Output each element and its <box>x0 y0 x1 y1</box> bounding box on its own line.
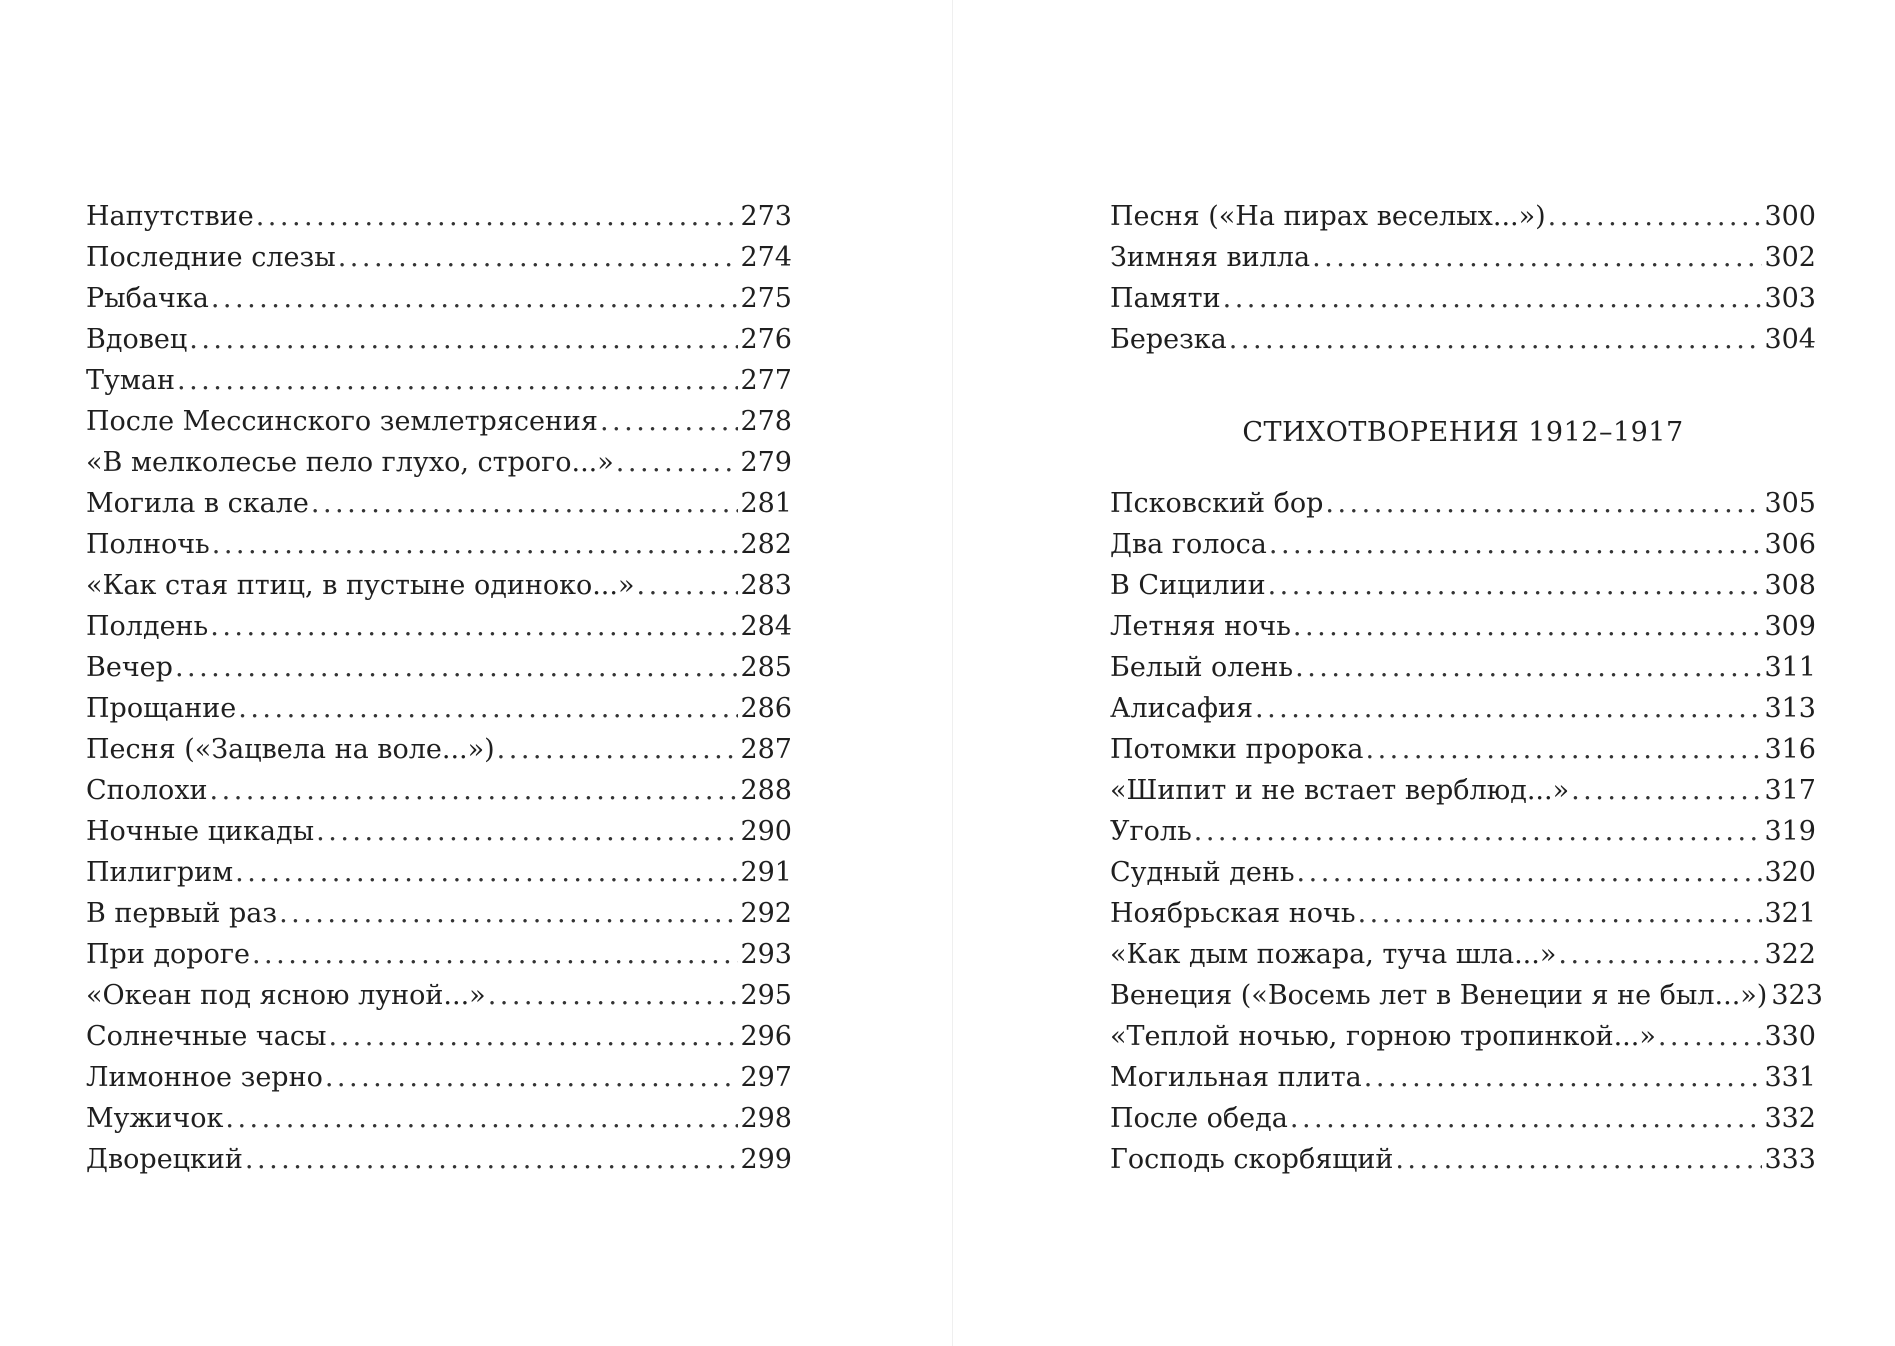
dot-leader <box>616 442 739 483</box>
left-page <box>86 0 792 1346</box>
entry-page-number: 284 <box>740 611 792 642</box>
entry-title: Лимонное зерно <box>86 1062 323 1093</box>
entry-title: Мужичок <box>86 1103 224 1134</box>
toc-entry <box>86 811 792 852</box>
entry-page-number: 282 <box>740 529 792 560</box>
entry-title: Прощание <box>86 693 237 724</box>
entry-page-number: 306 <box>1764 529 1816 560</box>
entry-page-number: 278 <box>740 406 792 437</box>
entry-page-number: 279 <box>740 447 792 478</box>
section-title: СТИХОТВОРЕНИЯ 1912–1917 <box>1242 417 1684 448</box>
entry-title: Вечер <box>86 652 173 683</box>
entry-title: Березка <box>1110 324 1227 355</box>
entry-page-number: 331 <box>1764 1062 1816 1093</box>
toc-entry <box>1110 278 1816 319</box>
entry-page-number: 296 <box>740 1021 792 1052</box>
dot-leader <box>1229 319 1763 360</box>
dot-leader <box>279 893 738 934</box>
entry-page-number: 299 <box>740 1144 792 1175</box>
toc-entry <box>1110 811 1816 852</box>
toc-entry <box>1110 1098 1816 1139</box>
toc-entry <box>86 483 792 524</box>
dot-leader <box>1366 729 1763 770</box>
toc-entry <box>86 319 792 360</box>
entry-title: Белый олень <box>1110 652 1294 683</box>
dot-leader <box>1223 278 1763 319</box>
entry-page-number: 316 <box>1764 734 1816 765</box>
toc-entry <box>1110 524 1816 565</box>
entry-page-number: 320 <box>1764 857 1816 888</box>
entry-page-number: 304 <box>1764 324 1816 355</box>
toc-entry <box>1110 893 1816 934</box>
entry-title: Песня («Зацвела на воле...») <box>86 734 495 765</box>
toc-entry <box>86 237 792 278</box>
dot-leader <box>1268 565 1763 606</box>
dot-leader <box>325 1057 739 1098</box>
toc-entry <box>86 1098 792 1139</box>
dot-leader <box>256 196 739 237</box>
entry-page-number: 275 <box>740 283 792 314</box>
dot-leader <box>252 934 739 975</box>
entry-page-number: 290 <box>740 816 792 847</box>
dot-leader <box>1364 1057 1763 1098</box>
entry-title: При дороге <box>86 939 250 970</box>
entry-page-number: 276 <box>740 324 792 355</box>
dot-leader <box>1255 688 1762 729</box>
toc-entry <box>1110 237 1816 278</box>
dot-leader <box>1312 237 1762 278</box>
toc-entry <box>1110 606 1816 647</box>
entry-title: Песня («На пирах веселых...») <box>1110 201 1546 232</box>
toc-entry <box>86 278 792 319</box>
entry-page-number: 274 <box>740 242 792 273</box>
entry-page-number: 322 <box>1764 939 1816 970</box>
entry-page-number: 302 <box>1764 242 1816 273</box>
toc-entry <box>86 524 792 565</box>
dot-leader <box>1395 1139 1762 1180</box>
dot-leader <box>238 688 738 729</box>
entry-page-number: 332 <box>1764 1103 1816 1134</box>
entry-title: Полдень <box>86 611 209 642</box>
entry-title: Зимняя вилла <box>1110 242 1311 273</box>
toc-entry <box>1110 1016 1816 1057</box>
toc-entry <box>1110 1139 1816 1180</box>
entry-page-number: 287 <box>740 734 792 765</box>
entry-title: Венеция («Восемь лет в Венеции я не был...») <box>1110 980 1768 1011</box>
entry-title: Могила в скале <box>86 488 309 519</box>
dot-leader <box>1325 483 1762 524</box>
entry-page-number: 333 <box>1764 1144 1816 1175</box>
entry-title: Сполохи <box>86 775 208 806</box>
dot-leader <box>212 524 739 565</box>
dot-leader <box>175 647 739 688</box>
toc-entry <box>86 606 792 647</box>
entry-title: Напутствие <box>86 201 254 232</box>
entry-title: Памяти <box>1110 283 1221 314</box>
entry-page-number: 291 <box>740 857 792 888</box>
toc-entry <box>86 565 792 606</box>
toc-entry <box>86 1016 792 1057</box>
toc-entry <box>86 975 792 1016</box>
dot-leader <box>235 852 738 893</box>
toc-entry <box>86 1139 792 1180</box>
entry-page-number: 330 <box>1764 1021 1816 1052</box>
entry-title: Уголь <box>1110 816 1192 847</box>
toc-entry <box>1110 688 1816 729</box>
entry-page-number: 323 <box>1771 980 1823 1011</box>
toc-entry <box>1110 729 1816 770</box>
dot-leader <box>497 729 739 770</box>
toc-entry <box>86 196 792 237</box>
toc-list-right-top <box>1110 196 1816 360</box>
toc-entry <box>1110 852 1816 893</box>
entry-page-number: 300 <box>1764 201 1816 232</box>
entry-title: «В мелколесье пело глухо, строго...» <box>86 447 614 478</box>
entry-title: Два голоса <box>1110 529 1267 560</box>
entry-page-number: 321 <box>1764 898 1816 929</box>
dot-leader <box>210 770 739 811</box>
entry-title: В Сицилии <box>1110 570 1266 601</box>
toc-entry <box>86 893 792 934</box>
dot-leader <box>329 1016 739 1057</box>
dot-leader <box>488 975 739 1016</box>
toc-entry <box>86 934 792 975</box>
toc-entry <box>1110 934 1816 975</box>
entry-page-number: 319 <box>1764 816 1816 847</box>
dot-leader <box>1571 770 1762 811</box>
toc-entry <box>1110 565 1816 606</box>
toc-entry <box>1110 975 1823 1016</box>
entry-page-number: 288 <box>740 775 792 806</box>
entry-title: Туман <box>86 365 175 396</box>
toc-entry <box>1110 196 1816 237</box>
entry-title: Судный день <box>1110 857 1295 888</box>
entry-page-number: 308 <box>1764 570 1816 601</box>
dot-leader <box>211 278 739 319</box>
entry-page-number: 317 <box>1764 775 1816 806</box>
entry-title: Полночь <box>86 529 210 560</box>
dot-leader <box>1293 606 1763 647</box>
toc-entry <box>1110 1057 1816 1098</box>
entry-page-number: 277 <box>740 365 792 396</box>
toc-entry <box>1110 483 1816 524</box>
entry-page-number: 292 <box>740 898 792 929</box>
dot-leader <box>1295 647 1762 688</box>
dot-leader <box>1558 934 1762 975</box>
entry-page-number: 309 <box>1764 611 1816 642</box>
toc-entry <box>86 688 792 729</box>
dot-leader <box>189 319 738 360</box>
toc-entry <box>86 401 792 442</box>
entry-page-number: 273 <box>740 201 792 232</box>
right-page <box>1110 0 1823 1346</box>
entry-title: После обеда <box>1110 1103 1288 1134</box>
entry-title: «Шипит и не встает верблюд...» <box>1110 775 1570 806</box>
entry-title: «Как стая птиц, в пустыне одиноко...» <box>86 570 635 601</box>
dot-leader <box>1658 1016 1763 1057</box>
book-gutter <box>952 0 953 1346</box>
entry-title: Могильная плита <box>1110 1062 1362 1093</box>
entry-title: В первый раз <box>86 898 278 929</box>
entry-title: «Как дым пожара, туча шла...» <box>1110 939 1557 970</box>
entry-page-number: 298 <box>740 1103 792 1134</box>
entry-page-number: 281 <box>740 488 792 519</box>
toc-list-left <box>86 196 792 1180</box>
entry-title: Ноябрьская ночь <box>1110 898 1356 929</box>
entry-title: «Океан под ясною луной...» <box>86 980 486 1011</box>
dot-leader <box>1548 196 1763 237</box>
toc-entry <box>1110 647 1816 688</box>
dot-leader <box>1269 524 1763 565</box>
dot-leader <box>1290 1098 1763 1139</box>
entry-page-number: 311 <box>1764 652 1816 683</box>
dot-leader <box>316 811 738 852</box>
toc-list-right-section <box>1110 483 1823 1180</box>
dot-leader <box>600 401 739 442</box>
entry-page-number: 303 <box>1764 283 1816 314</box>
entry-title: После Мессинского землетрясения <box>86 406 598 437</box>
entry-title: Ночные цикады <box>86 816 315 847</box>
entry-title: Пилигрим <box>86 857 234 888</box>
toc-entry <box>86 360 792 401</box>
entry-page-number: 295 <box>740 980 792 1011</box>
dot-leader <box>338 237 739 278</box>
entry-page-number: 283 <box>740 570 792 601</box>
dot-leader <box>210 606 738 647</box>
entry-title: «Теплой ночью, горною тропинкой...» <box>1110 1021 1656 1052</box>
toc-entry <box>1110 770 1816 811</box>
entry-title: Летняя ночь <box>1110 611 1291 642</box>
dot-leader <box>1297 852 1763 893</box>
dot-leader <box>245 1139 739 1180</box>
entry-title: Последние слезы <box>86 242 336 273</box>
dot-leader <box>1358 893 1763 934</box>
entry-page-number: 285 <box>740 652 792 683</box>
entry-page-number: 293 <box>740 939 792 970</box>
entry-title: Вдовец <box>86 324 188 355</box>
entry-title: Рыбачка <box>86 283 209 314</box>
toc-entry <box>86 852 792 893</box>
entry-page-number: 286 <box>740 693 792 724</box>
dot-leader <box>177 360 738 401</box>
dot-leader <box>311 483 739 524</box>
entry-title: Солнечные часы <box>86 1021 327 1052</box>
entry-title: Потомки пророка <box>1110 734 1364 765</box>
toc-entry <box>86 1057 792 1098</box>
toc-entry <box>86 729 792 770</box>
toc-entry <box>1110 319 1816 360</box>
entry-title: Господь скорбящий <box>1110 1144 1394 1175</box>
toc-entry <box>86 770 792 811</box>
entry-page-number: 297 <box>740 1062 792 1093</box>
dot-leader <box>637 565 739 606</box>
dot-leader <box>225 1098 738 1139</box>
entry-title: Дворецкий <box>86 1144 243 1175</box>
entry-title: Псковский бор <box>1110 488 1324 519</box>
entry-title: Алисафия <box>1110 693 1253 724</box>
toc-entry <box>86 647 792 688</box>
entry-page-number: 313 <box>1764 693 1816 724</box>
toc-entry <box>86 442 792 483</box>
dot-leader <box>1194 811 1763 852</box>
entry-page-number: 305 <box>1764 488 1816 519</box>
